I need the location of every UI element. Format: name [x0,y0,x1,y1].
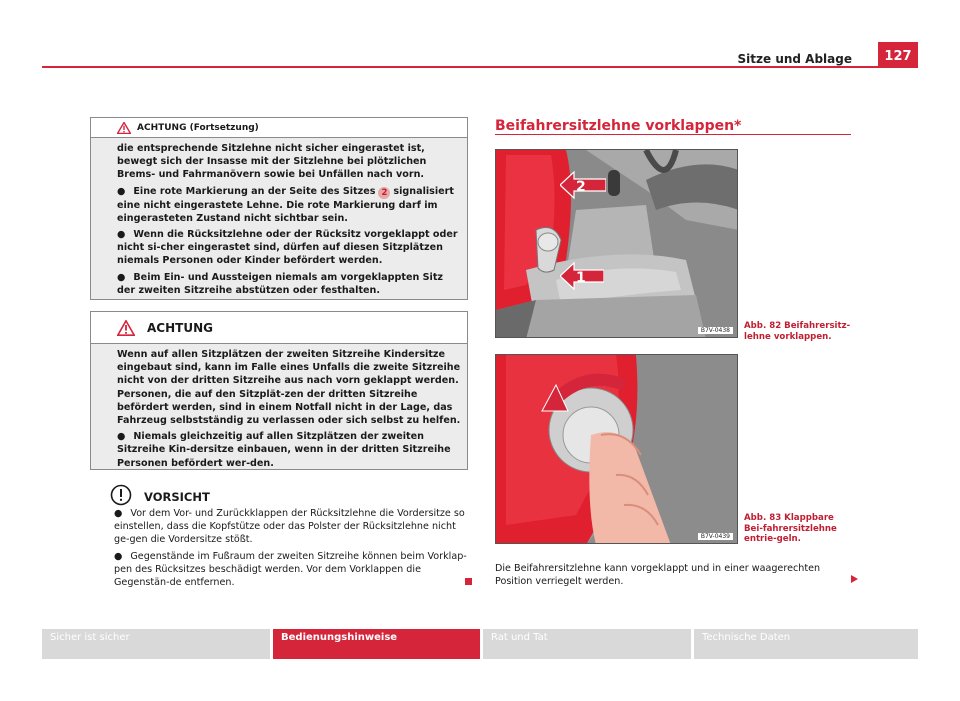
continue-arrow-icon [851,575,858,583]
warning-continued-para: die entsprechende Sitzlehne nicht sicher eingerastet ist, bewegt sich der Insasse mit der Sitzlehne bei plötzlichen Brems- und Fahrmanövern sowie bei Unfällen nach vorn. [117,143,427,181]
section-body-text: Die Beifahrersitzlehne kann vorgeklappt und in einer waagerechten Position verriegelt werden. [495,563,821,588]
section-title: Beifahrersitzlehne vorklappen* [495,118,742,134]
warning-header [91,312,467,344]
warning-continued-box [90,117,468,300]
warning-title: ACHTUNG [147,321,213,335]
caution-title: VORSICHT [144,490,210,504]
running-header-title: Sitze und Ablage [737,52,852,66]
callout-1-label: 1 [576,270,586,286]
seat-illustration [496,150,738,338]
footer-tab-bedienungshinweise[interactable]: Bedienungshinweise [273,629,480,659]
warning-triangle-icon [117,122,131,134]
footer-tab-sicher[interactable]: Sicher ist sicher [42,629,270,659]
warning-continued-bullet: ● Eine rote Markierung an der Seite des Sitzes 2 signalisiert eine nicht eingerastete Lehne. Die rote Markierung darf im eingerasteten Zustand nicht sichtbar sein. [117,185,454,224]
footer-tab-rat-und-tat[interactable]: Rat und Tat [483,629,691,659]
caution-bullet: ● Vor dem Vor- und Zurückklappen der Rücksitzlehne die Vordersitze so einstellen, dass die Kopfstütze oder das Polster der Rücksitzlehne nicht ge-gen die Vordersitze stößt. [114,508,465,546]
header-rule [42,66,918,68]
caution-body [114,507,474,592]
warning-bullet: ● Niemals gleichzeitig auf allen Sitzplätzen der zweiten Sitzreihe Kin-dersitze einbauen, wenn in der dritten Sitzreihe Personen befördert wer-den. [117,431,451,469]
footer-tab-technische-daten[interactable]: Technische Daten [694,629,918,659]
callout-2-label: 2 [576,179,586,195]
figure-seat-unlock [495,354,738,544]
lever-illustration [496,355,738,544]
page-number: 127 [878,42,918,68]
section-end-marker [465,578,472,585]
callout-2-arrow [560,168,606,202]
warning-continued-bullet: ● Beim Ein- und Aussteigen niemals am vorgeklappten Sitz der zweiten Sitzreihe abstützen oder festhalten. [117,271,443,296]
callout-ref-2: 2 [378,187,390,199]
figure-seat-fold [495,149,738,338]
figure-code: B7V-0438 [698,327,733,334]
caution-bullet: ● Gegenstände im Fußraum der zweiten Sitzreihe können beim Vorklap-pen des Rücksitzes beschädigt werden. Vor dem Vorklappen die Gegenstän-de entfernen. [114,550,467,589]
figure-caption: Abb. 83 Klappbare Bei-fahrersitzlehne entrie-geln. [744,513,837,544]
caution-exclamation-icon [110,484,132,506]
figure-caption: Abb. 82 Beifahrersitz-lehne vorklappen. [744,321,851,342]
warning-box [90,311,468,470]
warning-continued-bullet: ● Wenn die Rücksitzlehne oder der Rücksitz vorgeklappt oder nicht si-cher eingerastet sind, dürfen auf diesen Sitzplätzen niemals Personen oder Kinder befördert werden. [117,229,458,267]
warning-triangle-icon [117,320,135,336]
warning-continued-header [91,118,467,138]
warning-para: Wenn auf allen Sitzplätzen der zweiten Sitzreihe Kindersitze eingebaut sind, kann im Falle eines Unfalls die zweite Sitzreihe nicht von der dritten Sitzreihe aus nach vorn geklappt werden. Personen, die auf den Sitzplät-zen der dritten Sitzreihe befördert werden, sind in einem Notfall nicht in der Lage, das Fahrzeug selbstständig zu verlassen oder sich selbst zu helfen. [117,349,461,427]
warning-continued-title: ACHTUNG (Fortsetzung) [137,123,259,133]
callout-1-arrow [560,258,604,294]
section-title-rule [495,134,851,135]
figure-code: B7V-0439 [698,533,733,540]
